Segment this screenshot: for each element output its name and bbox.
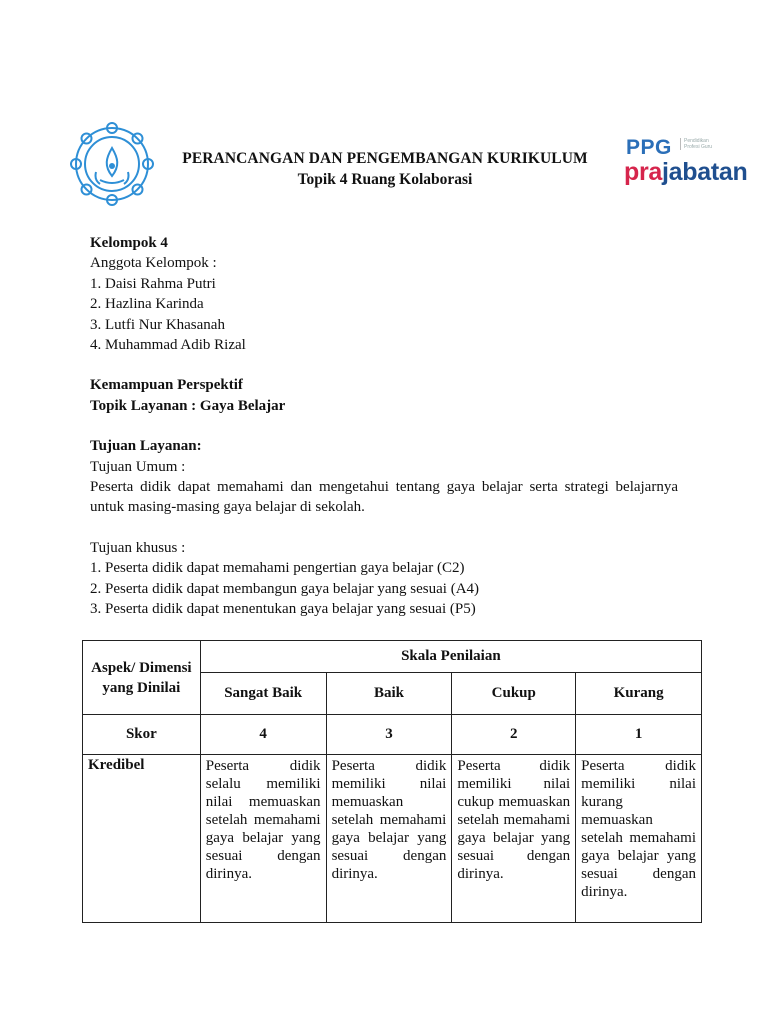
university-emblem-logo [70, 122, 154, 206]
level-header: Baik [326, 673, 452, 715]
member-item: 4. Muhammad Adib Rizal [90, 337, 246, 354]
description-cell: Peserta didik memiliki nilai memuaskan setelah memahami gaya belajar yang sesuai dengan dirinya. [326, 755, 452, 923]
skor-label: Skor [83, 715, 201, 755]
level-header: Kurang [576, 673, 702, 715]
tujuan-heading: Tujuan Layanan: [90, 438, 202, 455]
logo-pra: pra [624, 158, 663, 186]
assessment-rubric-table [82, 640, 702, 923]
document-subtitle: Topik 4 Ruang Kolaborasi [297, 171, 473, 188]
document-header [150, 150, 620, 189]
logo-jabatan: jabatan [662, 158, 748, 186]
prajabatan-logo-text [624, 158, 747, 187]
tujuan-khusus-item: 3. Peserta didik dapat menentukan gaya belajar yang sesuai (P5) [90, 601, 476, 618]
score-value: 4 [200, 715, 326, 755]
description-cell: Peserta didik memiliki nilai kurang memuaskan setelah memahami gaya belajar yang sesuai dengan dirinya. [576, 755, 702, 923]
skala-header: Skala Penilaian [200, 641, 701, 673]
topik-layanan-heading: Topik Layanan : Gaya Belajar [90, 397, 286, 414]
ppg-logo-text: PPG [626, 136, 672, 159]
score-value: 1 [576, 715, 702, 755]
document-body [90, 233, 678, 620]
level-header: Cukup [452, 673, 576, 715]
tujuan-umum-text: Peserta didik dapat memahami dan mengetahui tentang gaya belajar serta strategi belajarnya untuk masing-masing gaya belajar di sekolah. [90, 479, 678, 516]
kredibel-label: Kredibel [83, 755, 201, 923]
kemampuan-heading: Kemampuan Perspektif [90, 377, 243, 394]
ppg-logo-subtext: Pendidikan Profesi Guru [680, 138, 724, 150]
tujuan-khusus-label: Tujuan khusus : [90, 539, 186, 556]
group-name: Kelompok 4 [90, 235, 168, 251]
member-item: 3. Lutfi Nur Khasanah [90, 316, 225, 333]
tujuan-umum-label: Tujuan Umum : [90, 458, 186, 475]
aspek-header: Aspek/ Dimensi yang Dinilai [83, 641, 201, 715]
ppg-prajabatan-logo [624, 132, 754, 190]
document-title: PERANCANGAN DAN PENGEMBANGAN KURIKULUM [182, 150, 588, 167]
members-label: Anggota Kelompok : [90, 255, 217, 272]
score-value: 2 [452, 715, 576, 755]
description-cell: Peserta didik memiliki nilai cukup memuaskan setelah memahami gaya belajar yang sesuai dengan dirinya. [452, 755, 576, 923]
description-cell: Peserta didik selalu memiliki nilai memuaskan setelah memahami gaya belajar yang sesuai dengan dirinya. [200, 755, 326, 923]
tujuan-khusus-item: 1. Peserta didik dapat memahami pengertian gaya belajar (C2) [90, 560, 465, 577]
tujuan-khusus-item: 2. Peserta didik dapat membangun gaya belajar yang sesuai (A4) [90, 580, 480, 597]
score-value: 3 [326, 715, 452, 755]
member-item: 2. Hazlina Karinda [90, 296, 204, 313]
member-item: 1. Daisi Rahma Putri [90, 275, 216, 292]
level-header: Sangat Baik [200, 673, 326, 715]
